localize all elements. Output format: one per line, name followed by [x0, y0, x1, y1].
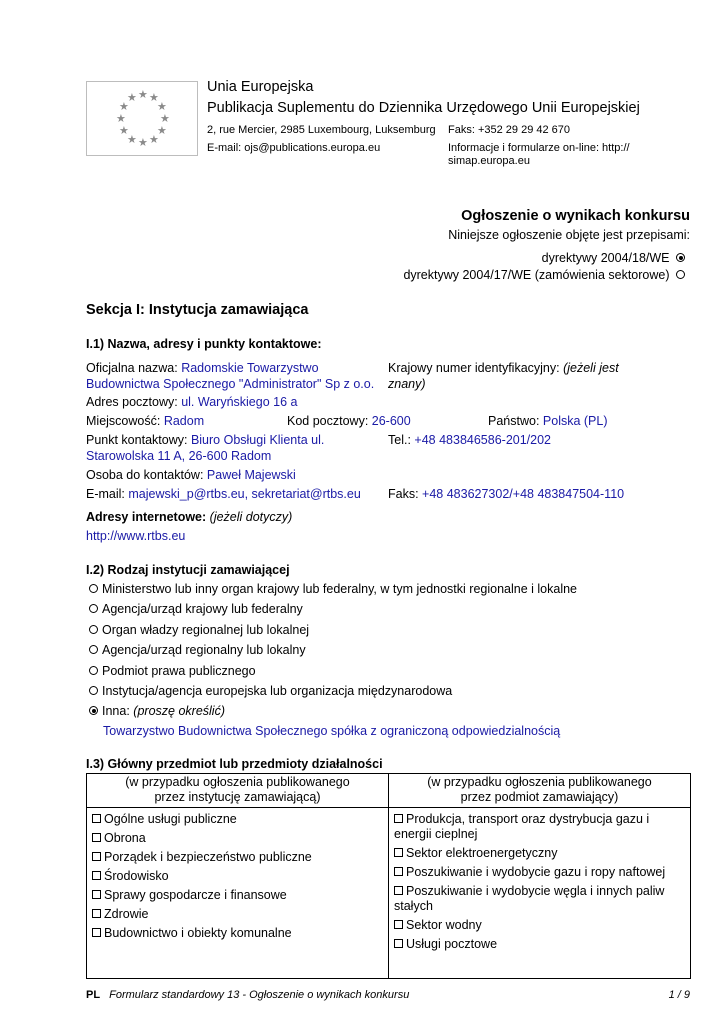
country-label: Państwo: — [488, 414, 540, 428]
official-name — [86, 361, 386, 392]
i2-option-label: Podmiot prawa publicznego — [102, 664, 256, 678]
radio-button-selected[interactable] — [89, 706, 98, 715]
contact-point — [86, 433, 386, 464]
checkbox[interactable] — [92, 871, 101, 880]
activity-label: Poszukiwanie i wydobycie węgla i innych paliw stałych — [394, 884, 665, 913]
checkbox[interactable] — [92, 890, 101, 899]
radio-directive-2004-18[interactable] — [676, 253, 685, 262]
col2-header — [389, 774, 691, 808]
header-info — [448, 142, 630, 168]
header-info-line1: Informacje i formularze on-line: http:// — [448, 142, 630, 154]
activity-label: Budownictwo i obiekty komunalne — [104, 926, 292, 940]
postal-label: Adres pocztowy: — [86, 395, 178, 409]
header-org: Unia Europejska — [207, 79, 314, 95]
activity-item[interactable] — [389, 842, 690, 861]
header-fax: Faks: +352 29 29 42 670 — [448, 124, 571, 136]
internet-label: Adresy internetowe: — [86, 510, 207, 524]
i2-heading: I.2) Rodzaj instytucji zamawiającej — [86, 563, 290, 577]
checkbox[interactable] — [92, 852, 101, 861]
activity-label: Sektor wodny — [406, 918, 482, 932]
activity-item[interactable] — [87, 903, 388, 922]
activity-label: Poszukiwanie i wydobycie gazu i ropy naftowej — [406, 865, 666, 879]
email — [86, 487, 361, 501]
checkbox[interactable] — [394, 814, 403, 823]
i2-option[interactable] — [89, 623, 309, 637]
i3-heading: I.3) Główny przedmiot lub przedmioty działalności — [86, 757, 383, 771]
fax-label: Faks: — [388, 487, 419, 501]
col1-header-l2: przez instytucję zamawiającą) — [154, 790, 321, 804]
radio-button[interactable] — [89, 645, 98, 654]
directive-2004-18-label: dyrektywy 2004/18/WE — [541, 251, 670, 265]
activity-item[interactable] — [87, 808, 388, 827]
checkbox[interactable] — [394, 939, 403, 948]
checkbox[interactable] — [394, 848, 403, 857]
page-number: 1 / 9 — [668, 989, 690, 1001]
i2-option-label: Agencja/urząd regionalny lub lokalny — [102, 643, 306, 657]
i2-other-value: Towarzystwo Budownictwa Społecznego spółka z ograniczoną odpowiedzialnością — [103, 724, 561, 738]
activity-item[interactable] — [389, 914, 690, 933]
tel-value: +48 483846586-201/202 — [414, 433, 552, 447]
header-info-line2: simap.europa.eu — [448, 155, 530, 167]
postcode-label: Kod pocztowy: — [287, 414, 369, 428]
fax-value: +48 483627302/+48 483847504-110 — [422, 487, 625, 501]
activity-label: Sektor elektroenergetyczny — [406, 846, 558, 860]
email-label: E-mail: — [86, 487, 125, 501]
official-name-label: Oficjalna nazwa: — [86, 361, 178, 375]
radio-button[interactable] — [89, 686, 98, 695]
activity-item[interactable] — [87, 884, 388, 903]
national-id-label: Krajowy numer identyfikacyjny: — [388, 361, 560, 375]
city-value: Radom — [163, 414, 205, 428]
i2-option[interactable] — [89, 684, 452, 698]
country — [488, 414, 608, 428]
footer-form: Formularz standardowy 13 - Ogłoszenie o wynikach konkursu — [109, 989, 410, 1001]
checkbox[interactable] — [92, 814, 101, 823]
contact-point-value-l1: Biuro Obsługi Klienta ul. — [190, 433, 325, 447]
checkbox[interactable] — [92, 928, 101, 937]
col1-header — [87, 774, 389, 808]
national-id — [388, 361, 619, 392]
official-name-value-l2: Budownictwa Społecznego "Administrator" Sp z o.o. — [86, 376, 375, 391]
activity-item[interactable] — [389, 933, 690, 952]
postcode — [287, 414, 411, 428]
internet-link[interactable]: http://www.rtbs.eu — [86, 529, 186, 543]
activity-label: Produkcja, transport oraz dystrybucja gazu i energii cieplnej — [394, 812, 650, 841]
contact-point-label: Punkt kontaktowy: — [86, 433, 188, 447]
radio-button[interactable] — [89, 604, 98, 613]
section-title: Sekcja I: Instytucja zamawiająca — [86, 302, 309, 318]
header-email: E-mail: ojs@publications.europa.eu — [207, 142, 381, 154]
i2-option-label: Organ władzy regionalnej lub lokalnej — [102, 623, 310, 637]
fax — [388, 487, 624, 501]
col1-items — [87, 808, 389, 979]
i2-other-label: Inna: — [102, 704, 130, 718]
i2-option-label: Agencja/urząd krajowy lub federalny — [102, 602, 303, 616]
activity-item[interactable] — [389, 861, 690, 880]
activity-item[interactable] — [87, 827, 388, 846]
i2-option[interactable] — [89, 582, 577, 596]
notice-subtitle: Niniejsze ogłoszenie objęte jest przepisami: — [448, 228, 690, 242]
radio-button[interactable] — [89, 625, 98, 634]
person-value: Paweł Majewski — [206, 468, 296, 482]
radio-button[interactable] — [89, 584, 98, 593]
city-label: Miejscowość: — [86, 414, 161, 428]
i1-heading: I.1) Nazwa, adresy i punkty kontaktowe: — [86, 337, 322, 351]
radio-button[interactable] — [89, 666, 98, 675]
activity-label: Środowisko — [104, 869, 169, 883]
internet-hint: (jeżeli dotyczy) — [209, 510, 293, 524]
directive-2004-18[interactable] — [542, 251, 685, 265]
postcode-value: 26-600 — [371, 414, 411, 428]
tel-label: Tel.: — [388, 433, 411, 447]
activity-item[interactable] — [389, 808, 690, 842]
directive-2004-17-label: dyrektywy 2004/17/WE (zamówienia sektorowe) — [403, 268, 670, 282]
i2-other-hint: (proszę określić) — [133, 704, 225, 718]
activity-label: Porządek i bezpieczeństwo publiczne — [104, 850, 312, 864]
notice-title: Ogłoszenie o wynikach konkursu — [461, 208, 690, 224]
activity-label: Zdrowie — [104, 907, 149, 921]
activities-table — [86, 773, 691, 979]
i2-option-other[interactable] — [89, 704, 225, 718]
checkbox[interactable] — [394, 886, 403, 895]
official-name-value-l1: Radomskie Towarzystwo — [181, 361, 319, 375]
activity-item[interactable] — [87, 865, 388, 884]
email-value[interactable]: majewski_p@rtbs.eu, sekretariat@rtbs.eu — [128, 487, 361, 501]
checkbox[interactable] — [394, 920, 403, 929]
i2-option-label: Instytucja/agencja europejska lub organizacja międzynarodowa — [102, 684, 453, 698]
postal-value: ul. Waryńskiego 16 a — [181, 395, 298, 409]
i2-option[interactable] — [89, 602, 303, 616]
postal-address — [86, 395, 297, 409]
footer-lang: PL — [86, 989, 101, 1001]
footer — [86, 989, 409, 1001]
i2-option[interactable] — [89, 664, 256, 678]
activity-label: Sprawy gospodarcze i finansowe — [104, 888, 287, 902]
checkbox[interactable] — [92, 833, 101, 842]
i2-option-label: Ministerstwo lub inny organ krajowy lub federalny, w tym jednostki regionalne i lokalne — [102, 582, 577, 596]
contact-point-value-l2: Starowolska 11 A, 26-600 Radom — [86, 448, 272, 463]
radio-directive-2004-17[interactable] — [676, 270, 685, 279]
city — [86, 414, 204, 428]
telephone — [388, 433, 551, 447]
activity-label: Ogólne usługi publiczne — [104, 812, 237, 826]
national-id-hint-l1: (jeżeli jest — [563, 361, 619, 375]
activity-item[interactable] — [389, 880, 690, 914]
col2-header-l2: przez podmiot zamawiający) — [460, 790, 619, 804]
col2-items — [389, 808, 691, 979]
directive-2004-17[interactable] — [403, 268, 685, 282]
col2-header-l1: (w przypadku ogłoszenia publikowanego — [427, 775, 652, 789]
country-value: Polska (PL) — [542, 414, 608, 428]
contact-person — [86, 468, 296, 482]
col1-header-l1: (w przypadku ogłoszenia publikowanego — [125, 775, 350, 789]
header-publication: Publikacja Suplementu do Dziennika Urzędowego Unii Europejskiej — [207, 100, 640, 116]
i2-option[interactable] — [89, 643, 306, 657]
activity-label: Usługi pocztowe — [406, 937, 498, 951]
header-address: 2, rue Mercier, 2985 Luxembourg, Luksemburg — [207, 124, 436, 136]
eu-flag-logo: ★ ★ ★ ★ ★ ★ ★ ★ ★ ★ ★ ★ — [86, 81, 198, 156]
checkbox[interactable] — [394, 867, 403, 876]
person-label: Osoba do kontaktów: — [86, 468, 204, 482]
national-id-hint-l2: znany) — [388, 376, 426, 391]
activity-label: Obrona — [104, 831, 146, 845]
checkbox[interactable] — [92, 909, 101, 918]
internet-addresses — [86, 510, 292, 524]
activity-item[interactable] — [87, 922, 388, 941]
activity-item[interactable] — [87, 846, 388, 865]
